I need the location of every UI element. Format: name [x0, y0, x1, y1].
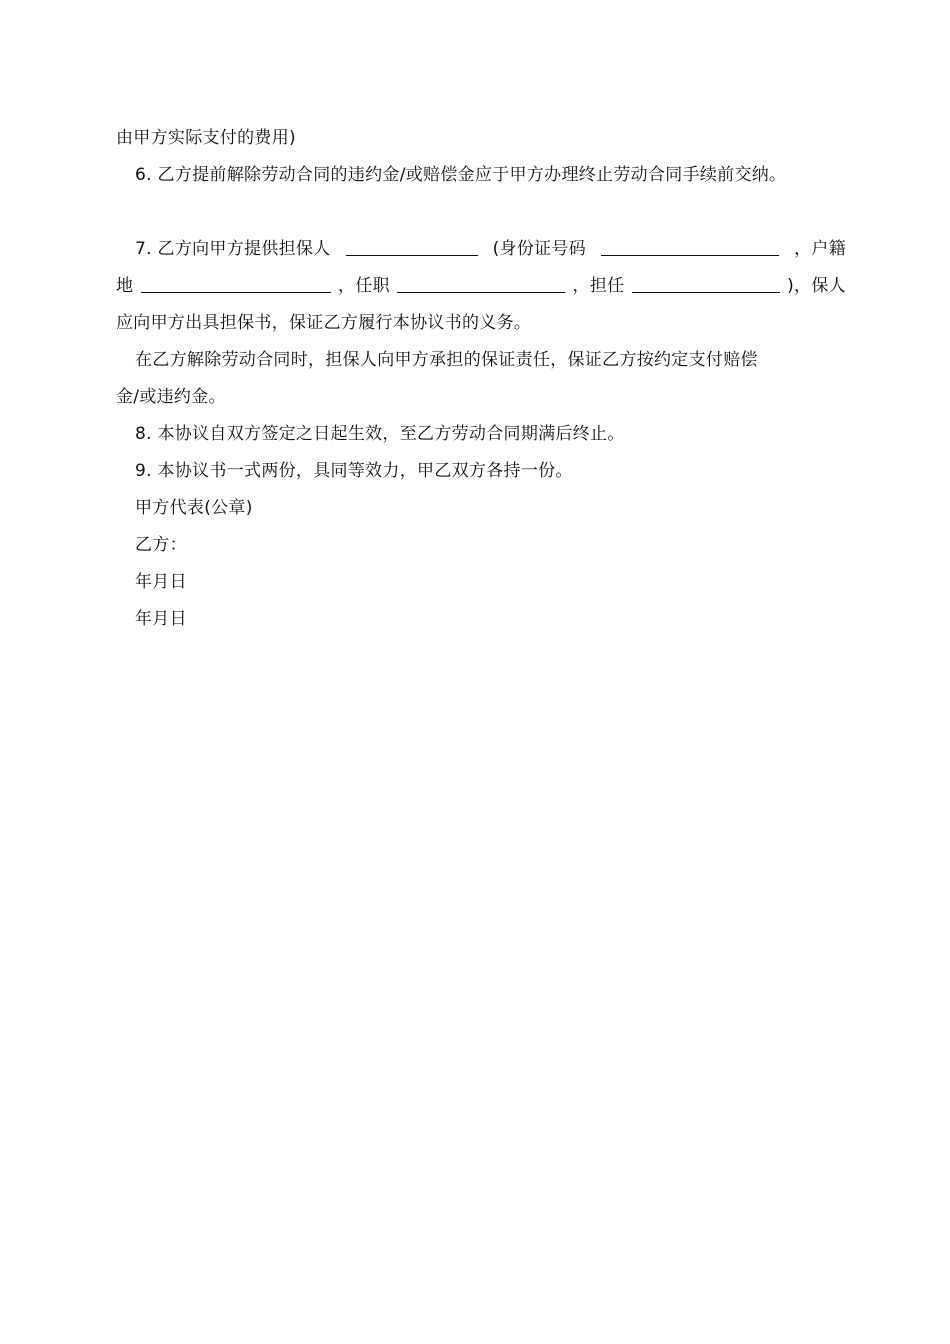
blank-line — [116, 194, 846, 231]
date-line-1: 年月日 — [135, 572, 187, 592]
date-line-2: 年月日 — [135, 609, 187, 629]
clause-7-position-label: ，担任 — [572, 276, 625, 296]
clause-7-line-3: 应向甲方出具担保书，保证乙方履行本协议书的义务。 — [116, 313, 532, 333]
guarantee-paragraph-line-1: 在乙方解除劳动合同时，担保人向甲方承担的保证责任，保证乙方按约定支付赔偿 — [135, 350, 758, 370]
paragraph-continuation: 由甲方实际支付的费用) — [116, 128, 296, 148]
clause-6: 6. 乙方提前解除劳动合同的违约金/或赔偿金应于甲方办理终止劳动合同手续前交纳。 — [135, 165, 787, 185]
clause-7-employment-label: ，任职 — [337, 276, 390, 296]
clause-9: 9. 本协议书一式两份，具同等效力，甲乙双方各持一份。 — [135, 461, 573, 481]
clause-7-line-1 — [116, 231, 846, 268]
position-blank — [632, 268, 780, 293]
document-body — [116, 120, 846, 638]
party-b-signature-label: 乙方： — [135, 535, 187, 555]
household-place-blank — [141, 268, 331, 293]
clause-7-guarantor-tail: )，保人 — [787, 276, 846, 296]
clause-7-guarantor-text: 7. 乙方向甲方提供担保人 — [135, 239, 331, 259]
employer-blank — [397, 268, 565, 293]
clause-7-line-2 — [116, 268, 846, 305]
clause-8: 8. 本协议自双方签定之日起生效，至乙方劳动合同期满后终止。 — [135, 424, 625, 444]
guarantee-paragraph-line-2: 金/或违约金。 — [116, 387, 226, 407]
clause-7-id-label: (身份证号码 — [492, 239, 587, 259]
clause-7-place-label: 地 — [116, 276, 134, 296]
party-a-signature-label: 甲方代表(公章) — [135, 498, 253, 518]
id-number-blank — [601, 231, 779, 256]
clause-7-household-label: ，户籍 — [794, 239, 846, 259]
guarantor-name-blank — [346, 231, 478, 256]
